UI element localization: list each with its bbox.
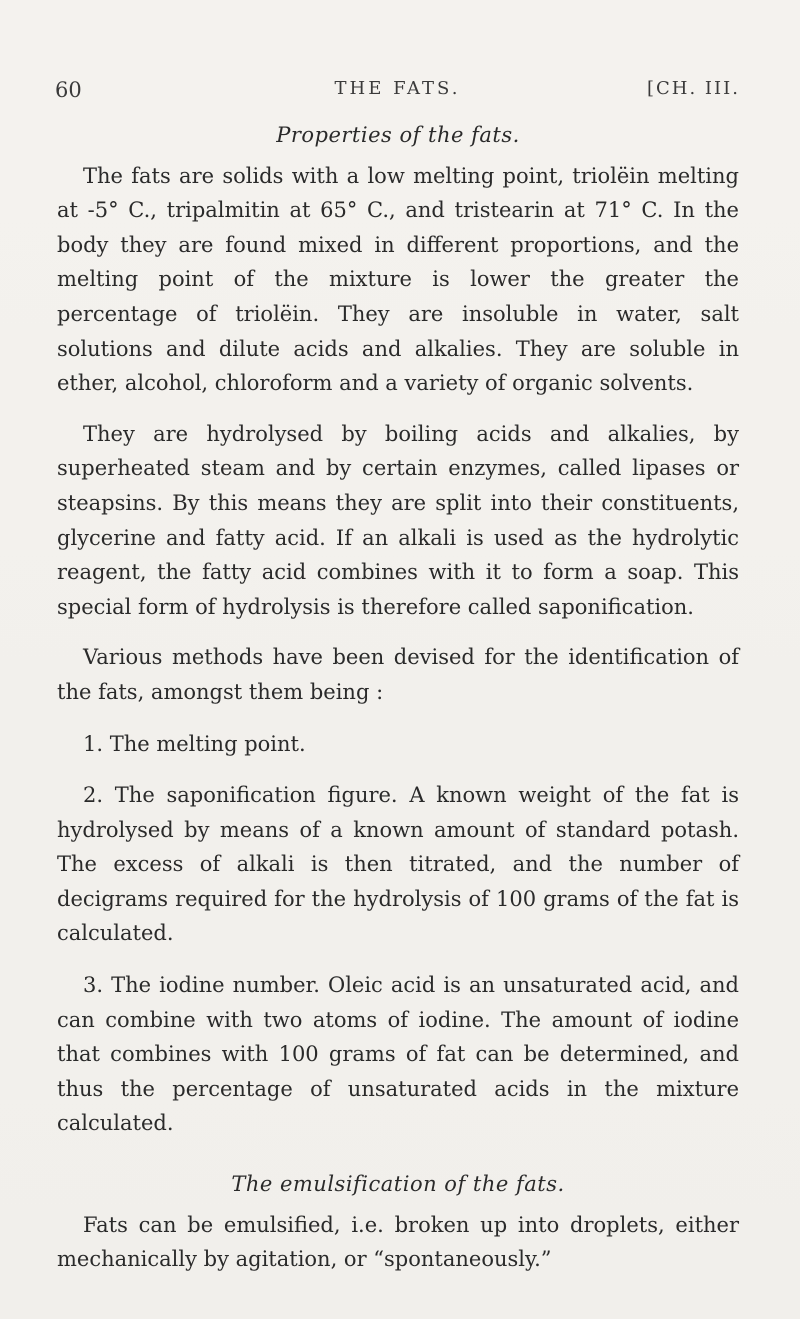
list-item-saponification-figure: 2. The saponification figure. A known weight of the fat is hydrolysed by means of a known amount of standard potash. The excess of alkali is then titrated, and the number of decigrams required for the hydrolysis of 100 grams of the fat is calculated. [57,783,739,946]
page-body [57,118,739,1277]
paragraph-emulsification: Fats can be emulsified, i.e. broken up into droplets, either mechanically by agitation, or “spontaneously.” [57,1212,739,1272]
page-header [55,78,740,110]
list-item-iodine-number: 3. The iodine number. Oleic acid is an unsaturated acid, and can combine with two atoms of iodine. The amount of iodine that combines with 100 grams of fat can be determined, and thus the percentage of unsaturated acids in the mixture calculated. [57,973,739,1136]
section-heading-properties: Properties of the fats. [276,123,520,147]
running-title: THE FATS. [334,78,461,99]
section-heading-emulsification: The emulsification of the fats. [231,1172,565,1197]
page-number: 60 [55,78,82,102]
paragraph-hydrolysis: They are hydrolysed by boiling acids and alkalies, by superheated steam and by certain enzymes, called lipases or steapsins. By this means they are split into their constituents, glycerine and fatty acid. If an alkali is used as the hydrolytic reagent, the fatty acid combines with it to form a soap. This special form of hydrolysis is therefore called saponification. [57,421,739,619]
chapter-reference: [CH. III. [647,78,740,99]
paragraph-properties: The fats are solids with a low melting point, triolëin melting at -5° C., tripalmitin at 65° C., and tristearin at 71° C. In the body they are found mixed in different proportions, and the melting point of the mixture is lower the greater the percentage of triolëin. They are insoluble in water, salt solutions and dilute acids and alkalies. They are soluble in ether, alcohol, chloroform and a variety of organic solvents. [57,163,739,396]
list-item-melting-point: 1. The melting point. [83,731,306,756]
paragraph-identification: Various methods have been devised for the identification of the fats, amongst them being : [57,645,739,704]
